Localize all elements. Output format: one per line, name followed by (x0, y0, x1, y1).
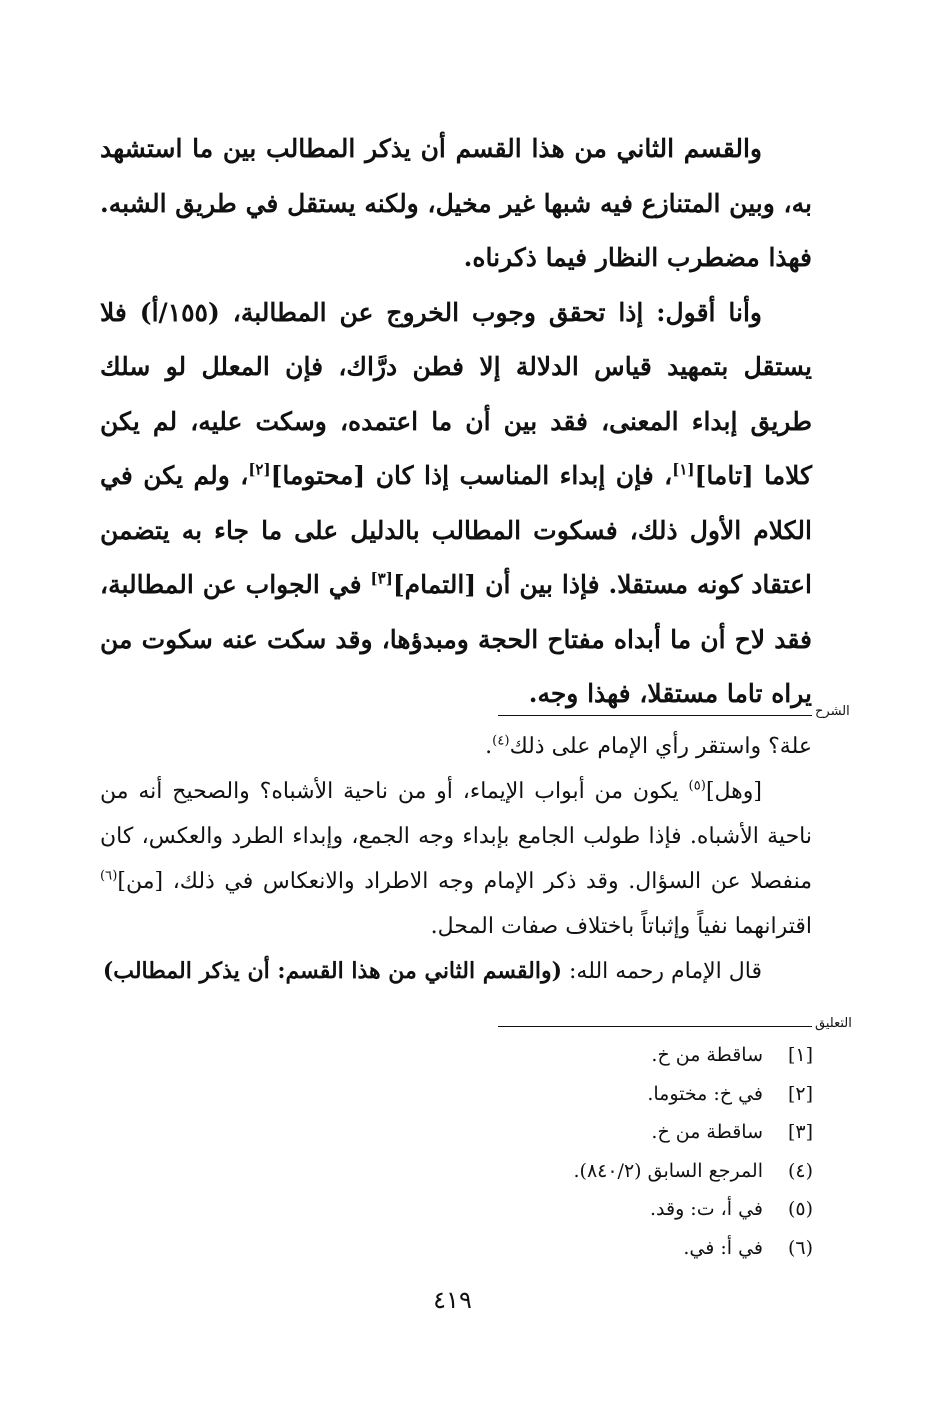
footnote-item (293, 1075, 813, 1114)
sharh-paragraph-2-part-b: يكون من أبواب الإيماء، أو من ناحية الأشباه؟ والصحيح أنه من ناحية الأشباه. فإذا طولب الجامع بإبداء وجه الجمع، وإبداء الطرد والعكس، كان منفصلا عن السؤال. وقد ذكر الإمام وجه الاطراد والانعكاس في ذلك، [من] (100, 779, 812, 894)
footnote-text: المرجع السابق (٨٤٠/٢). (573, 1159, 763, 1182)
taaliq-divider (498, 1026, 812, 1027)
sharh-paragraph-3-quote: (والقسم الثاني من هذا القسم: أن يذكر المطالب) (102, 958, 562, 984)
main-paragraph-2-part-d: في الجواب عن المطالبة، فقد لاح أن ما أبداه مفتاح الحجة ومبدؤها، وقد سكت عنه سكوت من يراه تاما مستقلا، فهذا وجه. (100, 570, 812, 708)
footnote-item (293, 1113, 813, 1152)
footnote-number: (٥) (787, 1198, 813, 1220)
main-text (100, 122, 812, 722)
main-paragraph-2-part-b: ، فإن إبداء المناسب إذا كان [محتوما] (270, 461, 673, 490)
footnote-item (293, 1229, 813, 1268)
footnotes (293, 1036, 813, 1267)
main-paragraph-2 (100, 286, 812, 722)
footnote-item (293, 1036, 813, 1075)
footnote-text: في خ: مختوما. (647, 1082, 763, 1105)
footnote-number: (٦) (787, 1236, 813, 1259)
sharh-label: الشرح (815, 704, 850, 719)
footnote-item (293, 1152, 813, 1191)
taaliq-label: التعليق (815, 1016, 852, 1031)
main-paragraph-2-part-c: ، ولم يكن في الكلام الأول ذلك، فسكوت المطالب بالدليل على ما جاء به يتضمن اعتقاد كونه مستقلا. فإذا بين أن [التمام] (100, 461, 813, 599)
sharh-paragraph-1-part-a: علة؟ واستقر رأي الإمام على ذلك (509, 734, 812, 759)
sharh-paragraph-2 (100, 769, 812, 949)
sharh-paragraph-1-part-b: . (485, 734, 493, 759)
ref-marker-1: [١] (672, 460, 695, 479)
footnote-marker-5: (٥) (688, 778, 706, 794)
footnote-number: [٢] (787, 1082, 813, 1105)
sharh-paragraph-2-part-c: اقترانهما نفياً وإثباتاً باختلاف صفات المحل. (430, 914, 812, 939)
footnote-marker-6: (٦) (100, 868, 118, 884)
sharh-text (100, 724, 812, 994)
sharh-paragraph-3 (100, 949, 812, 994)
page-number: ٤١٩ (433, 1286, 472, 1314)
main-paragraph-1: والقسم الثاني من هذا القسم أن يذكر المطالب بين ما استشهد به، وبين المتنازع فيه شبها غير مخيل، ولكنه يستقل في طريق الشبه. فهذا مضطرب النظار فيما ذكرناه. (100, 134, 812, 272)
ref-marker-3: [٣] (370, 569, 393, 588)
sharh-paragraph-2-part-a: [وهل] (705, 779, 762, 804)
footnote-text: ساقطة من خ. (651, 1121, 763, 1143)
footnote-item (293, 1190, 813, 1229)
footnote-number: (٤) (787, 1159, 813, 1182)
sharh-paragraph-3-part-a: قال الإمام رحمه الله: (562, 959, 762, 984)
footnote-text: ساقطة من خ. (651, 1044, 763, 1066)
sharh-paragraph-1 (100, 724, 812, 769)
sharh-divider (498, 715, 812, 716)
footnote-text: في أ: في. (683, 1236, 763, 1259)
main-paragraph-2-part-a: وأنا أقول: إذا تحقق وجوب الخروج عن المطالبة، (١٥٥/أ) فلا يستقل بتمهيد قياس الدلالة إلا فطن درَّاك، فإن المعلل لو سلك طريق إبداء المعنى، فقد بين أن ما اعتمده، وسكت عليه، لم يكن كلاما [تاما] (100, 297, 812, 490)
footnote-number: [٣] (787, 1121, 813, 1143)
footnote-text: في أ، ت: وقد. (649, 1198, 763, 1220)
footnote-marker-4: (٤) (492, 733, 510, 749)
footnote-number: [١] (787, 1044, 813, 1066)
ref-marker-2: [٢] (248, 460, 271, 479)
